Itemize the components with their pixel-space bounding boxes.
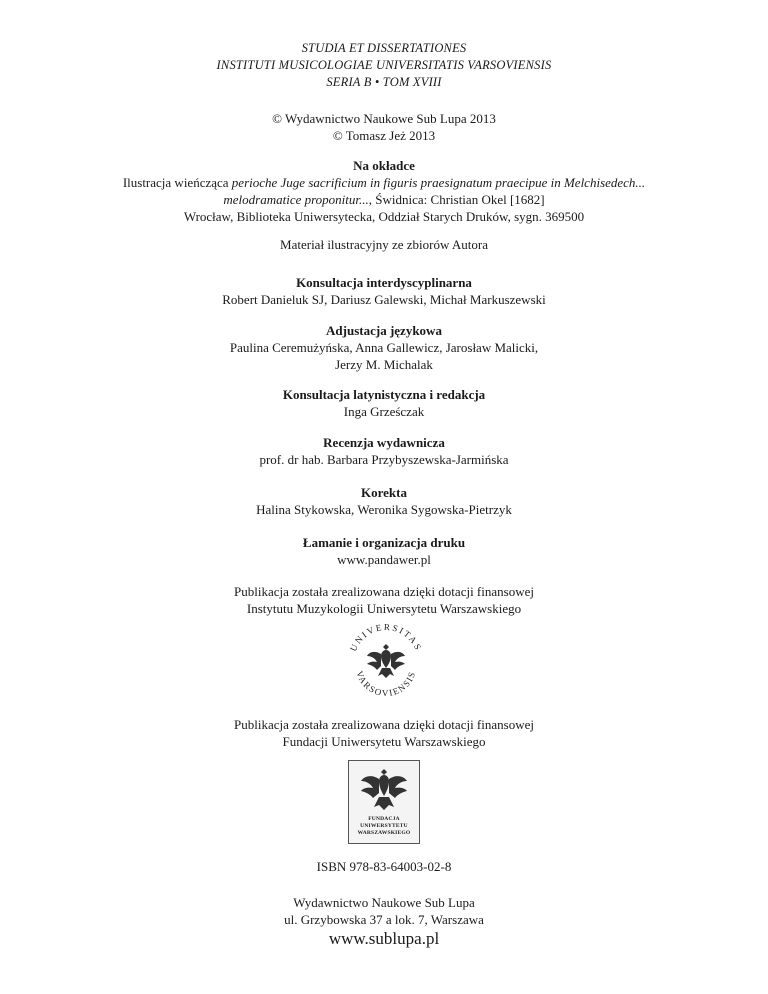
publisher-block — [0, 894, 768, 950]
latin-heading: Konsultacja latynistyczna i redakcja — [282, 387, 486, 402]
foundation-logo-text — [349, 816, 419, 837]
review-heading: Recenzja wydawnicza — [323, 435, 445, 450]
review-credit — [0, 434, 768, 468]
consultation-credit — [0, 274, 768, 308]
copyright-block — [0, 110, 768, 144]
copyright-publisher: © Wydawnictwo Naukowe Sub Lupa 2013 — [272, 111, 496, 126]
consultation-heading: Konsultacja interdyscyplinarna — [296, 275, 472, 290]
cover-line-2 — [0, 191, 768, 208]
foundation-logo — [348, 760, 420, 844]
university-logo — [344, 618, 428, 702]
isbn: ISBN 978-83-64003-02-8 — [316, 859, 452, 874]
cover-line-1-plain: Ilustracja wieńcząca — [122, 175, 232, 190]
language-credit — [0, 322, 768, 373]
typesetting-heading: Łamanie i organizacja druku — [302, 535, 466, 550]
cover-line-3: Wrocław, Biblioteka Uniwersytecka, Oddział Starych Druków, sygn. 369500 — [183, 209, 585, 224]
copyright-author: © Tomasz Jeż 2013 — [332, 128, 436, 143]
series-line-1: STUDIA ET DISSERTATIONES — [301, 41, 467, 55]
cover-line-1-italic: perioche Juge sacrificium in figuris praesignatum praecipue in Melchisedech... — [231, 175, 646, 190]
series-line-2: INSTITUTI MUSICOLOGIAE UNIVERSITATIS VARSOVIENSIS — [216, 58, 552, 72]
typesetting-credit — [0, 534, 768, 568]
proof-names: Halina Stykowska, Weronika Sygowska-Pietrzyk — [256, 502, 512, 517]
language-line-2: Jerzy M. Michalak — [335, 357, 433, 372]
cover-line-2-italic: melodramatice proponitur... — [223, 192, 369, 207]
eagle-emblem-icon — [349, 763, 419, 819]
language-heading: Adjustacja językowa — [326, 323, 442, 338]
cover-line-1 — [0, 174, 768, 191]
proof-heading: Korekta — [361, 485, 407, 500]
illustrations-text: Materiał ilustracyjny ze zbiorów Autora — [280, 237, 488, 252]
eagle-emblem-icon — [367, 644, 405, 678]
illustrations-credit — [0, 236, 768, 253]
review-name: prof. dr hab. Barbara Przybyszewska-Jarmińska — [259, 452, 509, 467]
series-title — [0, 40, 768, 91]
grant-1-line-2: Instytutu Muzykologii Uniwersytetu Warszawskiego — [246, 601, 522, 616]
grant-2 — [0, 716, 768, 750]
series-line-3: SERIA B • TOM XVIII — [326, 75, 442, 89]
consultation-names: Robert Danieluk SJ, Dariusz Galewski, Michał Markuszewski — [222, 292, 546, 307]
foundation-logo-line-3: WARSZAWSKIEGO — [357, 830, 411, 836]
uni-logo-bottom-text: VARSOVIENSIS — [354, 669, 418, 699]
publisher-web: www.sublupa.pl — [328, 929, 440, 948]
typesetting-url: www.pandawer.pl — [337, 552, 431, 567]
cover-heading: Na okładce — [353, 158, 415, 173]
isbn-block — [0, 858, 768, 875]
uni-logo-top-text: UNIVERSITAS — [348, 621, 424, 653]
proof-credit — [0, 484, 768, 518]
foundation-logo-line-1: FUNDACJA — [368, 816, 400, 822]
grant-1 — [0, 583, 768, 617]
grant-2-line-1: Publikacja została zrealizowana dzięki dotacji finansowej — [234, 717, 534, 732]
latin-name: Inga Grześczak — [343, 404, 425, 419]
publisher-name: Wydawnictwo Naukowe Sub Lupa — [293, 895, 475, 910]
latin-credit — [0, 386, 768, 420]
cover-line-2-plain: , Świdnica: Christian Okel [1682] — [368, 192, 545, 207]
grant-2-line-2: Fundacji Uniwersytetu Warszawskiego — [282, 734, 486, 749]
language-line-1: Paulina Ceremużyńska, Anna Gallewicz, Jarosław Malicki, — [229, 340, 539, 355]
publisher-address: ul. Grzybowska 37 a lok. 7, Warszawa — [284, 912, 484, 927]
foundation-logo-line-2: UNIWERSYTETU — [360, 823, 408, 829]
grant-1-line-1: Publikacja została zrealizowana dzięki dotacji finansowej — [234, 584, 534, 599]
cover-credit — [0, 157, 768, 225]
